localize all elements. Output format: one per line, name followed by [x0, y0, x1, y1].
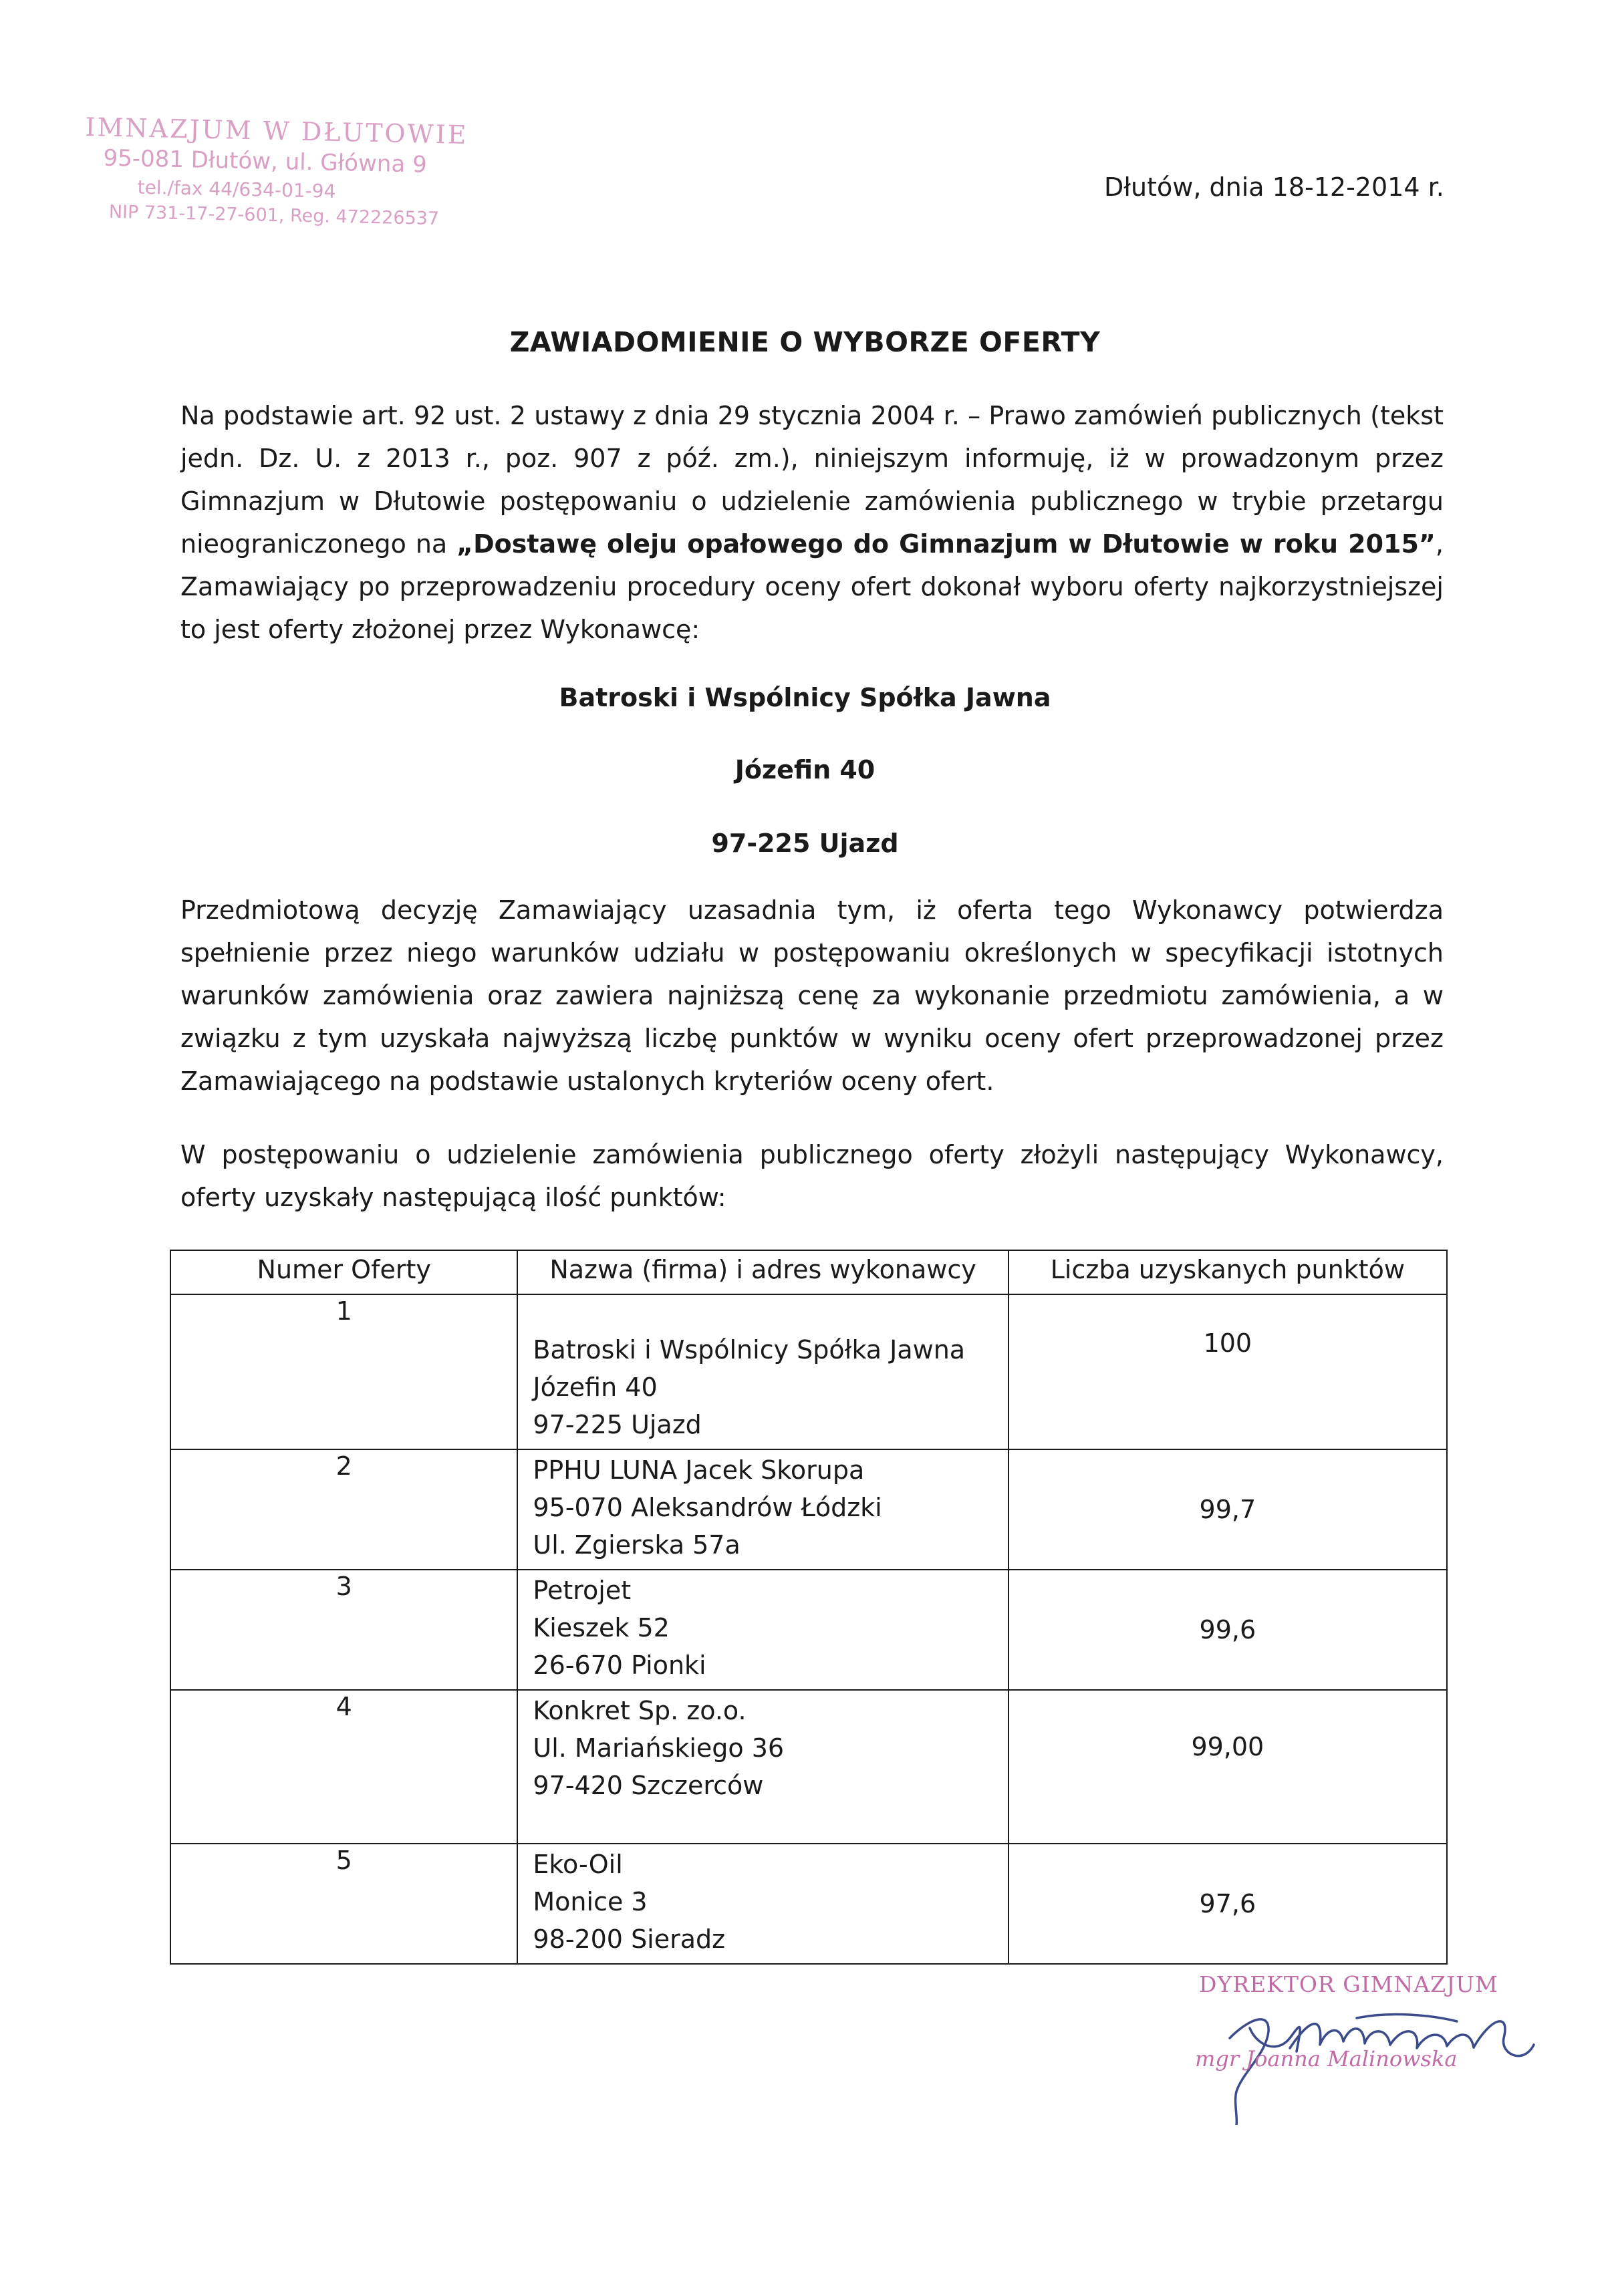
signature-block — [1190, 1971, 1537, 2125]
intro-text-1: Na podstawie art. 92 ust. 2 ustawy z dnia 29 stycznia 2004 r. – Prawo zamówień publicznych (tekst jedn. Dz. U. z 2013 r., poz. 907 z póź. zm.), niniejszym informuję, iż w prowadzonym przez Gimnazjum w Dłutowie postępowaniu o udzielenie zamówienia publicznego w trybie przetargu nieograniczonego na — [180, 401, 1444, 559]
offer-number: 1 — [170, 1294, 517, 1449]
points-value: 100 — [1009, 1294, 1447, 1449]
stamp-address: 95-081 Dłutów, ul. Główna 9 — [103, 144, 428, 178]
contractor-address-line: Kieszek 52 — [533, 1613, 670, 1642]
contractor-cell — [517, 1294, 1008, 1449]
contractor-address-line: 98-200 Sieradz — [533, 1924, 726, 1954]
offers-intro-paragraph: W postępowaniu o udzielenie zamówienia publicznego oferty złożyli następujący Wykonawcy, oferty uzyskały następującą ilość punktów: — [180, 1140, 1444, 1212]
header-contractor: Nazwa (firma) i adres wykonawcy — [517, 1250, 1008, 1294]
header-offer-number: Numer Oferty — [170, 1250, 517, 1294]
contractor-cell — [517, 1570, 1008, 1690]
winner-name: Batroski i Wspólnicy Spółka Jawna — [559, 683, 1051, 712]
contractor-cell — [517, 1844, 1008, 1964]
contractor-address-line: 26-670 Pionki — [533, 1651, 706, 1680]
contractor-name: PPHU LUNA Jacek Skorupa — [533, 1455, 865, 1485]
contractor-address-line: 97-225 Ujazd — [533, 1410, 702, 1439]
winner-street: Józefin 40 — [734, 755, 876, 784]
signatory-title: DYREKTOR GIMNAZJUM — [1199, 1971, 1498, 1997]
table-row — [170, 1449, 1447, 1570]
contractor-name: Batroski i Wspólnicy Spółka Jawna — [533, 1335, 966, 1365]
table-row — [170, 1844, 1447, 1964]
contractor-address-line: Ul. Zgierska 57a — [533, 1530, 741, 1560]
contractor-name: Petrojet — [533, 1576, 632, 1605]
table-row — [170, 1294, 1447, 1449]
contractor-address-line: Ul. Mariańskiego 36 — [533, 1733, 785, 1763]
tender-subject: „Dostawę oleju opałowego do Gimnazjum w Dłutowie w roku 2015” — [456, 529, 1436, 559]
stamp-school-name: IMNAZJUM W DŁUTOWIE — [85, 112, 468, 150]
signatory-name: mgr Joanna Malinowska — [1195, 2046, 1458, 2071]
document-title: ZAWIADOMIENIE O WYBORZE OFERTY — [509, 326, 1101, 358]
stamp-tax-id: NIP 731-17-27-601, Reg. 472226537 — [108, 201, 440, 230]
contractor-address-line: Monice 3 — [533, 1887, 648, 1916]
school-stamp — [84, 112, 513, 231]
table-row — [170, 1570, 1447, 1690]
offer-number: 4 — [170, 1690, 517, 1844]
intro-paragraph — [180, 394, 1444, 651]
contractor-address-line: 97-420 Szczerców — [533, 1771, 764, 1800]
offer-number: 3 — [170, 1570, 517, 1690]
offer-number: 2 — [170, 1449, 517, 1570]
points-value: 99,7 — [1009, 1449, 1447, 1570]
header-points: Liczba uzyskanych punktów — [1009, 1250, 1447, 1294]
intro-text-2: , Zamawiający po przeprowadzeniu procedury oceny ofert dokonał wyboru oferty najkorzystniejszej to jest oferty złożonej przez Wykonawcę: — [180, 529, 1444, 644]
table-row — [170, 1690, 1447, 1844]
contractor-address-line: 95-070 Aleksandrów Łódzki — [533, 1493, 882, 1522]
contractor-address-line: Józefin 40 — [533, 1373, 658, 1402]
offer-number: 5 — [170, 1844, 517, 1964]
contractor-name: Konkret Sp. zo.o. — [533, 1696, 747, 1725]
contractor-cell — [517, 1449, 1008, 1570]
points-value: 99,00 — [1009, 1690, 1447, 1844]
offers-table — [170, 1250, 1448, 1965]
justification-paragraph: Przedmiotową decyzję Zamawiający uzasadnia tym, iż oferta tego Wykonawcy potwierdza spełnienie przez niego warunków udziału w postępowaniu określonych w specyfikacji istotnych warunków zamówienia oraz zawiera najniższą cenę za wykonanie przedmiotu zamówienia, a w związku z tym uzyskała najwyższą liczbę punktów w wyniku oceny ofert przeprowadzonej przez Zamawiającego na podstawie ustalonych kryteriów oceny ofert. — [180, 895, 1444, 1096]
points-value: 97,6 — [1009, 1844, 1447, 1964]
stamp-phone: tel./fax 44/634-01-94 — [137, 176, 336, 202]
table-header-row — [170, 1250, 1447, 1294]
contractor-name: Eko-Oil — [533, 1850, 623, 1879]
contractor-cell — [517, 1690, 1008, 1844]
winner-city: 97-225 Ujazd — [711, 829, 899, 858]
place-date: Dłutów, dnia 18-12-2014 r. — [1104, 172, 1444, 202]
points-value: 99,6 — [1009, 1570, 1447, 1690]
